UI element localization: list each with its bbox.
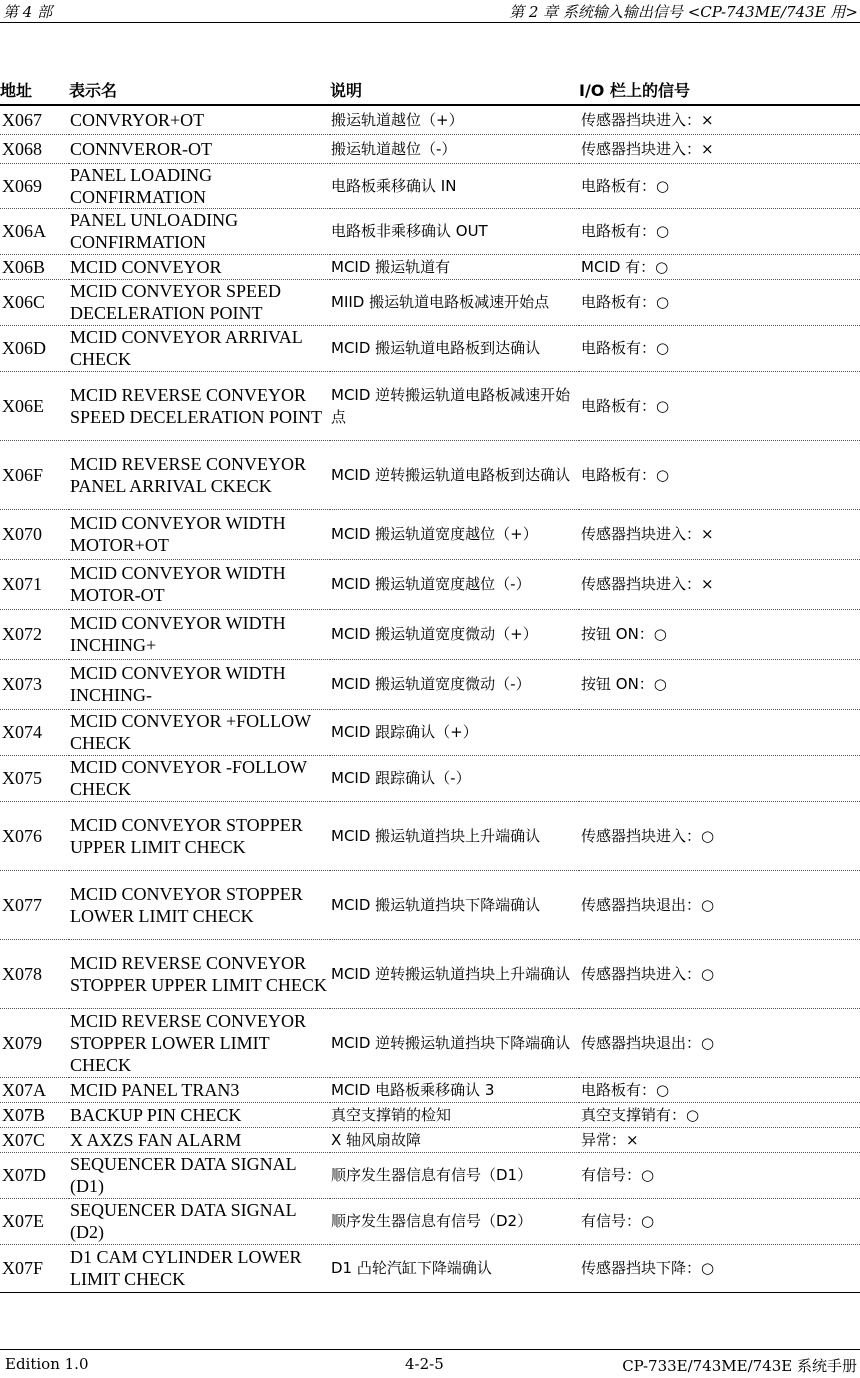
name-cell: MCID CONVEYOR WIDTH MOTOR+OT: [69, 509, 330, 559]
addr-cell: X067: [0, 105, 69, 134]
addr-cell: X07A: [0, 1077, 69, 1102]
signal-cell: 传感器挡块退出：○: [579, 870, 860, 939]
addr-cell: X068: [0, 134, 69, 163]
page-number: 4-2-5: [405, 1355, 444, 1373]
name-cell: PANEL UNLOADING CONFIRMATION: [69, 208, 330, 254]
addr-cell: X06B: [0, 254, 69, 279]
name-cell: MCID CONVEYOR WIDTH INCHING+: [69, 609, 330, 659]
table-row: [0, 870, 860, 939]
signal-cell: 传感器挡块进入：×: [579, 105, 860, 134]
table-row: [0, 1008, 860, 1077]
name-cell: MCID REVERSE CONVEYOR PANEL ARRIVAL CKECK: [69, 440, 330, 509]
desc-cell: MCID 搬运轨道电路板到达确认: [330, 325, 579, 371]
desc-cell: MIID 搬运轨道电路板减速开始点: [330, 279, 579, 325]
addr-cell: X07F: [0, 1244, 69, 1292]
desc-cell: 顺序发生器信息有信号（D1）: [330, 1152, 579, 1198]
name-cell: MCID CONVEYOR ARRIVAL CHECK: [69, 325, 330, 371]
table-row: [0, 659, 860, 709]
addr-cell: X072: [0, 609, 69, 659]
signal-cell: MCID 有：○: [579, 254, 860, 279]
desc-cell: MCID 搬运轨道宽度微动（+）: [330, 609, 579, 659]
addr-cell: X06E: [0, 371, 69, 440]
signal-cell: 传感器挡块进入：×: [579, 509, 860, 559]
table-row: [0, 939, 860, 1008]
table-row: [0, 755, 860, 801]
name-cell: PANEL LOADING CONFIRMATION: [69, 163, 330, 208]
desc-cell: MCID 逆转搬运轨道电路板减速开始点: [330, 371, 579, 440]
desc-cell: MCID 搬运轨道有: [330, 254, 579, 279]
desc-cell: 顺序发生器信息有信号（D2）: [330, 1198, 579, 1244]
desc-cell: MCID 逆转搬运轨道电路板到达确认: [330, 440, 579, 509]
name-cell: MCID CONVEYOR: [69, 254, 330, 279]
page-header: [0, 0, 860, 23]
addr-cell: X074: [0, 709, 69, 755]
table-row: [0, 254, 860, 279]
signal-cell: 传感器挡块进入：×: [579, 559, 860, 609]
desc-cell: 电路板非乘移确认 OUT: [330, 208, 579, 254]
signal-cell: [579, 709, 860, 755]
desc-cell: MCID 搬运轨道宽度微动（-）: [330, 659, 579, 709]
table-row: [0, 371, 860, 440]
name-cell: MCID CONVEYOR SPEED DECELERATION POINT: [69, 279, 330, 325]
addr-cell: X070: [0, 509, 69, 559]
table-row: [0, 163, 860, 208]
addr-cell: X06D: [0, 325, 69, 371]
table-row: [0, 440, 860, 509]
name-cell: CONVRYOR+OT: [69, 105, 330, 134]
io-signal-table: [0, 74, 860, 1293]
table-row: [0, 801, 860, 870]
signal-cell: 传感器挡块进入：○: [579, 939, 860, 1008]
signal-cell: 电路板有：○: [579, 208, 860, 254]
addr-cell: X06A: [0, 208, 69, 254]
col-header-desc: 说明: [330, 74, 579, 105]
signal-cell: 异常：×: [579, 1127, 860, 1152]
desc-cell: MCID 跟踪确认（+）: [330, 709, 579, 755]
table-row: [0, 559, 860, 609]
addr-cell: X071: [0, 559, 69, 609]
desc-cell: 搬运轨道越位（-）: [330, 134, 579, 163]
table-header-row: [0, 74, 860, 105]
signal-cell: 传感器挡块退出：○: [579, 1008, 860, 1077]
name-cell: D1 CAM CYLINDER LOWER LIMIT CHECK: [69, 1244, 330, 1292]
name-cell: MCID CONVEYOR WIDTH MOTOR-OT: [69, 559, 330, 609]
signal-cell: 电路板有：○: [579, 325, 860, 371]
addr-cell: X07C: [0, 1127, 69, 1152]
addr-cell: X07B: [0, 1102, 69, 1127]
addr-cell: X073: [0, 659, 69, 709]
signal-cell: 电路板有：○: [579, 1077, 860, 1102]
desc-cell: MCID 逆转搬运轨道挡块下降端确认: [330, 1008, 579, 1077]
signal-cell: [579, 755, 860, 801]
edition-label: Edition 1.0: [5, 1355, 89, 1373]
addr-cell: X06F: [0, 440, 69, 509]
name-cell: SEQUENCER DATA SIGNAL (D2): [69, 1198, 330, 1244]
table-row: [0, 1198, 860, 1244]
name-cell: MCID REVERSE CONVEYOR STOPPER UPPER LIMIT CHECK: [69, 939, 330, 1008]
table-row: [0, 134, 860, 163]
name-cell: MCID CONVEYOR +FOLLOW CHECK: [69, 709, 330, 755]
desc-cell: MCID 搬运轨道挡块下降端确认: [330, 870, 579, 939]
name-cell: SEQUENCER DATA SIGNAL (D1): [69, 1152, 330, 1198]
signal-cell: 按钮 ON：○: [579, 609, 860, 659]
part-label: 第 4 部: [3, 3, 53, 21]
signal-cell: 真空支撑销有：○: [579, 1102, 860, 1127]
addr-cell: X076: [0, 801, 69, 870]
name-cell: MCID CONVEYOR WIDTH INCHING-: [69, 659, 330, 709]
desc-cell: D1 凸轮汽缸下降端确认: [330, 1244, 579, 1292]
addr-cell: X078: [0, 939, 69, 1008]
desc-cell: MCID 逆转搬运轨道挡块上升端确认: [330, 939, 579, 1008]
name-cell: MCID CONVEYOR -FOLLOW CHECK: [69, 755, 330, 801]
name-cell: MCID REVERSE CONVEYOR SPEED DECELERATION POINT: [69, 371, 330, 440]
name-cell: MCID REVERSE CONVEYOR STOPPER LOWER LIMIT CHECK: [69, 1008, 330, 1077]
signal-cell: 电路板有：○: [579, 279, 860, 325]
table-row: [0, 1102, 860, 1127]
col-header-name: 表示名: [69, 74, 330, 105]
table-row: [0, 609, 860, 659]
desc-cell: MCID 跟踪确认（-）: [330, 755, 579, 801]
desc-cell: 真空支撑销的检知: [330, 1102, 579, 1127]
desc-cell: MCID 搬运轨道宽度越位（+）: [330, 509, 579, 559]
name-cell: BACKUP PIN CHECK: [69, 1102, 330, 1127]
table-row: [0, 279, 860, 325]
table-row: [0, 1152, 860, 1198]
signal-cell: 电路板有：○: [579, 371, 860, 440]
col-header-signal: I/O 栏上的信号: [579, 74, 860, 105]
desc-cell: 搬运轨道越位（+）: [330, 105, 579, 134]
signal-cell: 电路板有：○: [579, 163, 860, 208]
signal-cell: 按钮 ON：○: [579, 659, 860, 709]
addr-cell: X07E: [0, 1198, 69, 1244]
desc-cell: X 轴风扇故障: [330, 1127, 579, 1152]
addr-cell: X06C: [0, 279, 69, 325]
table-row: [0, 1127, 860, 1152]
signal-cell: 电路板有：○: [579, 440, 860, 509]
addr-cell: X069: [0, 163, 69, 208]
desc-cell: MCID 电路板乘移确认 3: [330, 1077, 579, 1102]
name-cell: X AXZS FAN ALARM: [69, 1127, 330, 1152]
desc-cell: MCID 搬运轨道宽度越位（-）: [330, 559, 579, 609]
signal-cell: 有信号：○: [579, 1198, 860, 1244]
manual-title: CP-733E/743ME/743E 系统手册: [622, 1357, 857, 1375]
signal-cell: 传感器挡块下降：○: [579, 1244, 860, 1292]
col-header-addr: 地址: [0, 74, 69, 105]
desc-cell: MCID 搬运轨道挡块上升端确认: [330, 801, 579, 870]
addr-cell: X07D: [0, 1152, 69, 1198]
name-cell: MCID CONVEYOR STOPPER LOWER LIMIT CHECK: [69, 870, 330, 939]
table-row: [0, 1244, 860, 1292]
name-cell: CONNVEROR-OT: [69, 134, 330, 163]
addr-cell: X077: [0, 870, 69, 939]
addr-cell: X079: [0, 1008, 69, 1077]
table-row: [0, 105, 860, 134]
chapter-label: 第 2 章 系统输入输出信号 <CP-743ME/743E 用>: [509, 3, 858, 21]
name-cell: MCID PANEL TRAN3: [69, 1077, 330, 1102]
signal-cell: 有信号：○: [579, 1152, 860, 1198]
signal-cell: 传感器挡块进入：×: [579, 134, 860, 163]
desc-cell: 电路板乘移确认 IN: [330, 163, 579, 208]
name-cell: MCID CONVEYOR STOPPER UPPER LIMIT CHECK: [69, 801, 330, 870]
table-row: [0, 1077, 860, 1102]
addr-cell: X075: [0, 755, 69, 801]
page-footer: [0, 1349, 860, 1378]
table-row: [0, 509, 860, 559]
table-row: [0, 709, 860, 755]
signal-cell: 传感器挡块进入：○: [579, 801, 860, 870]
table-row: [0, 325, 860, 371]
table-row: [0, 208, 860, 254]
